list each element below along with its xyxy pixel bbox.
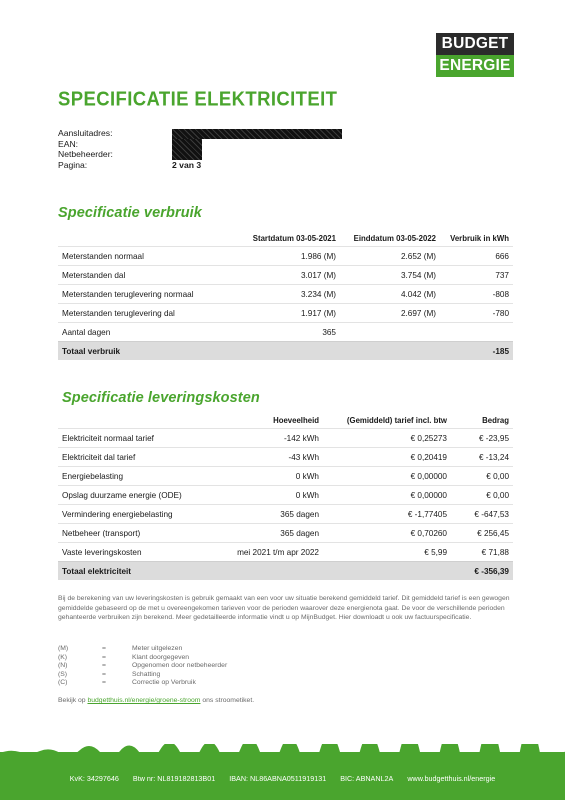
legend-code: (K)	[58, 653, 68, 661]
redacted-address	[172, 129, 342, 139]
row-start: 1.917 (M)	[238, 304, 340, 323]
row-rate: € 0,25273	[323, 429, 451, 448]
row-label: Meterstanden teruglevering dal	[58, 304, 238, 323]
link-suffix: ons stroometiket.	[200, 697, 255, 704]
table-row	[58, 304, 513, 323]
logo-text-bottom: ENERGIE	[436, 55, 514, 77]
total-empty-2	[340, 342, 440, 361]
costs-header-amount: Bedrag	[482, 416, 509, 425]
logo-text-top: BUDGET	[436, 33, 514, 55]
row-quantity: -43 kWh	[223, 448, 323, 467]
legend-code: (N)	[58, 662, 68, 670]
explanation-note: Bij de berekening van uw leveringskosten is gebruik gemaakt van een voor uw situatie berekend gemiddeld tarief. Dit gemiddeld tarief is een gewogen gemiddelde gebaseerd op de met u overeengekomen tarieven voor de perioden waarover deze energienota gaat. De voor de verschillende perioden gehanteerde verbruiken zijn berekend. Meer gedetailleerde informatie vindt u op MijnBudget. Hier downloadt u ook uw factuurspecificatie.	[58, 595, 510, 622]
table-row	[58, 543, 513, 562]
table-row	[58, 247, 513, 266]
row-end: 2.652 (M)	[340, 247, 440, 266]
legend-item	[58, 645, 227, 654]
row-start: 1.986 (M)	[238, 247, 340, 266]
link-prefix: Bekijk op	[58, 697, 88, 704]
footer-bic: BIC: ABNANL2A	[340, 774, 394, 783]
row-amount: € 71,88	[451, 543, 513, 562]
legend-code: (C)	[58, 679, 68, 687]
account-info	[58, 128, 113, 170]
document-title: SPECIFICATIE ELEKTRICITEIT	[58, 87, 338, 110]
table-row	[58, 505, 513, 524]
legend-equals: =	[102, 645, 106, 652]
costs-header-rate: (Gemiddeld) tarief incl. btw	[346, 416, 447, 425]
legend-text: Correctie op Verbruik	[132, 679, 196, 687]
total-label: Totaal verbruik	[58, 342, 238, 361]
total-amount: € -356,39	[451, 562, 513, 581]
reading-legend	[58, 645, 227, 688]
row-amount: € -13,24	[451, 448, 513, 467]
usage-header-row	[58, 231, 513, 247]
usage-header-label	[58, 231, 238, 247]
costs-header-quantity: Hoeveelheid	[273, 416, 319, 425]
info-label-ean: EAN:	[58, 138, 79, 149]
row-amount: € 0,00	[451, 467, 513, 486]
legend-item	[58, 654, 227, 663]
footer-kvk: KvK: 34297646	[69, 774, 119, 783]
row-quantity: 0 kWh	[223, 486, 323, 505]
green-energy-link[interactable]: budgetthuis.nl/energie/groene-stroom	[87, 697, 201, 704]
footer-website[interactable]: www.budgetthuis.nl/energie	[407, 774, 496, 783]
total-label: Totaal elektriciteit	[58, 562, 223, 581]
legend-equals: =	[102, 662, 106, 670]
row-end: 4.042 (M)	[340, 285, 440, 304]
legend-code: (M)	[58, 645, 69, 652]
legend-equals: =	[102, 679, 106, 687]
row-amount: € 256,45	[451, 524, 513, 543]
row-kwh: -808	[440, 285, 513, 304]
row-label: Vaste leveringskosten	[58, 543, 223, 562]
legend-text: Meter uitgelezen	[132, 645, 183, 652]
row-quantity: 0 kWh	[223, 467, 323, 486]
brand-logo	[436, 33, 514, 77]
legend-code: (S)	[58, 670, 68, 678]
costs-table	[58, 413, 513, 580]
row-rate: € 5,99	[323, 543, 451, 562]
row-label: Aantal dagen	[58, 323, 238, 342]
row-label: Meterstanden teruglevering normaal	[58, 285, 238, 304]
row-label: Energiebelasting	[58, 467, 223, 486]
table-row	[58, 266, 513, 285]
row-kwh	[440, 323, 513, 342]
table-row	[58, 524, 513, 543]
row-quantity: 365 dagen	[223, 505, 323, 524]
total-kwh: -185	[440, 342, 513, 361]
row-end	[340, 323, 440, 342]
row-label: Opslag duurzame energie (ODE)	[58, 486, 223, 505]
row-amount: € -647,53	[451, 505, 513, 524]
row-rate: € 0,20419	[323, 448, 451, 467]
row-amount: € 0,00	[451, 486, 513, 505]
row-quantity: 365 dagen	[223, 524, 323, 543]
costs-header-row	[58, 413, 513, 429]
row-label: Elektriciteit dal tarief	[58, 448, 223, 467]
legend-text: Opgenomen door netbeheerder	[132, 662, 228, 670]
info-label-address: Aansluitadres:	[58, 128, 113, 138]
row-rate: € 0,70260	[323, 524, 451, 543]
costs-total-row	[58, 562, 513, 581]
usage-total-row	[58, 342, 513, 361]
row-label: Netbeheer (transport)	[58, 524, 223, 543]
legend-item	[58, 662, 227, 671]
total-empty-1	[238, 342, 340, 361]
table-row	[58, 448, 513, 467]
usage-header-start: Startdatum 03-05-2021	[252, 234, 336, 243]
row-amount: € -23,95	[451, 429, 513, 448]
row-end: 2.697 (M)	[340, 304, 440, 323]
row-rate: € -1,77405	[323, 505, 451, 524]
row-kwh: -780	[440, 304, 513, 323]
row-rate: € 0,00000	[323, 486, 451, 505]
row-kwh: 737	[440, 266, 513, 285]
info-label-page: Pagina:	[58, 159, 88, 170]
legend-equals: =	[102, 670, 106, 678]
row-start: 3.234 (M)	[238, 285, 340, 304]
row-label: Vermindering energiebelasting	[58, 505, 223, 524]
row-kwh: 666	[440, 247, 513, 266]
row-start: 3.017 (M)	[238, 266, 340, 285]
row-start: 365	[238, 323, 340, 342]
row-quantity: mei 2021 t/m apr 2022	[223, 543, 323, 562]
row-end: 3.754 (M)	[340, 266, 440, 285]
redacted-ean	[172, 139, 202, 160]
usage-header-end: Einddatum 03-05-2022	[353, 234, 436, 243]
total-empty-1	[223, 562, 323, 581]
usage-table	[58, 231, 513, 360]
table-row	[58, 429, 513, 448]
legend-text: Schatting	[132, 670, 161, 678]
legend-text: Klant doorgegeven	[132, 653, 190, 661]
row-label: Meterstanden dal	[58, 266, 238, 285]
costs-header-label	[58, 413, 223, 429]
legend-equals: =	[102, 653, 106, 661]
row-label: Elektriciteit normaal tarief	[58, 429, 223, 448]
table-row	[58, 486, 513, 505]
table-row	[58, 467, 513, 486]
legend-item	[58, 679, 227, 688]
footer-company-details	[0, 774, 565, 783]
table-row	[58, 285, 513, 304]
green-energy-link-line	[58, 697, 254, 704]
row-quantity: -142 kWh	[223, 429, 323, 448]
footer-vat: Btw nr: NL819182813B01	[132, 774, 216, 783]
row-rate: € 0,00000	[323, 467, 451, 486]
legend-item	[58, 671, 227, 680]
footer-iban: IBAN: NL86ABNA0511919131	[229, 774, 327, 783]
total-empty-2	[323, 562, 451, 581]
info-label-grid-operator: Netbeheerder:	[58, 149, 113, 159]
table-row	[58, 323, 513, 342]
row-label: Meterstanden normaal	[58, 247, 238, 266]
section-title-usage: Specificatie verbruik	[58, 205, 202, 221]
page-number: 2 van 3	[172, 160, 202, 170]
usage-header-kwh: Verbruik in kWh	[450, 234, 509, 243]
section-title-costs: Specificatie leveringskosten	[62, 390, 260, 406]
